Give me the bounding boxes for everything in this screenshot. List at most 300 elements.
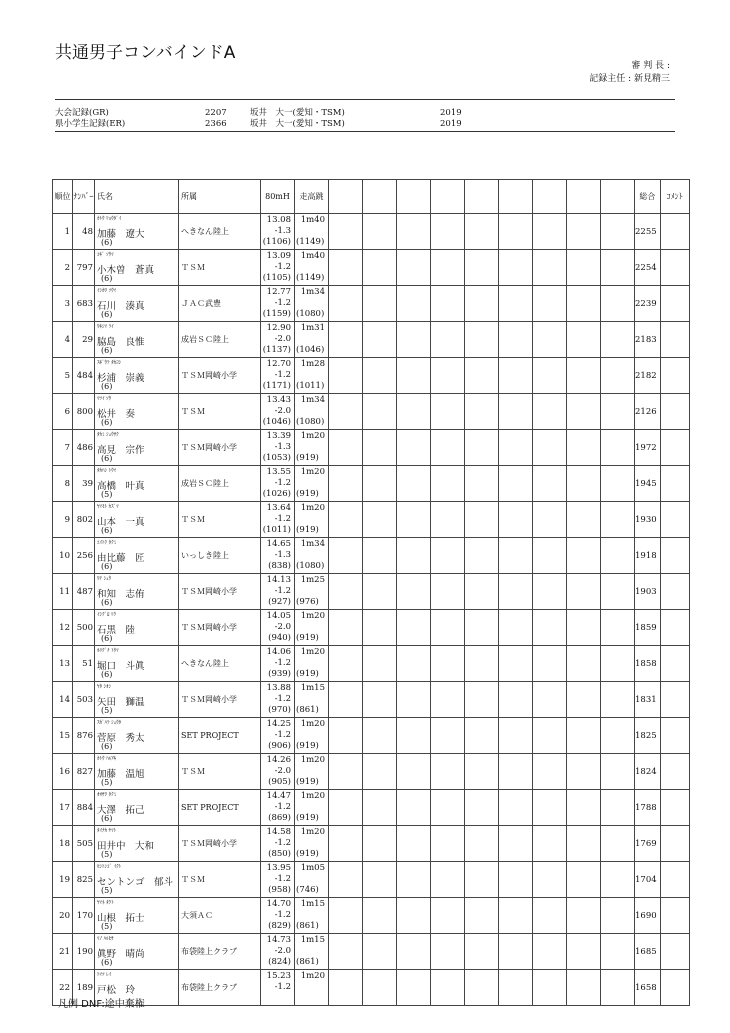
highjump-mark: 1m34: [300, 395, 325, 405]
empty-cell: [533, 682, 567, 718]
highjump-points: (919): [296, 453, 319, 463]
bib-cell: 48: [73, 214, 95, 250]
header-empty: [465, 180, 499, 214]
total-cell: 1824: [635, 754, 661, 790]
bib-cell: 802: [73, 502, 95, 538]
empty-cell: [567, 250, 601, 286]
athlete-name: 石黒 陸: [97, 625, 136, 636]
total-cell: 2239: [635, 286, 661, 322]
empty-cell: [533, 250, 567, 286]
empty-cell: [431, 214, 465, 250]
highjump-cell: [295, 646, 329, 682]
hurdles-time: 13.09: [266, 251, 291, 261]
empty-cell: [431, 286, 465, 322]
hurdles-wind: -1.3: [274, 442, 291, 452]
empty-cell: [499, 322, 533, 358]
empty-cell: [465, 682, 499, 718]
team-cell: SET PROJECT: [179, 790, 261, 826]
empty-cell: [397, 250, 431, 286]
empty-cell: [465, 538, 499, 574]
empty-cell: [533, 394, 567, 430]
hurdles-cell: [261, 394, 295, 430]
empty-cell: [397, 502, 431, 538]
athlete-name: 杉浦 崇義: [97, 373, 145, 384]
hurdles-wind: -1.2: [274, 262, 291, 272]
athlete-grade: (6): [101, 238, 113, 247]
empty-cell: [567, 718, 601, 754]
comment-cell: [660, 862, 689, 898]
athlete-name: 眞野 晴尚: [97, 949, 145, 960]
hurdles-points: (838): [268, 561, 291, 571]
empty-cell: [533, 646, 567, 682]
page-title: 共通男子コンバインドA: [55, 43, 236, 63]
hurdles-cell: [261, 790, 295, 826]
athlete-name: 高橋 叶真: [97, 481, 145, 492]
empty-cell: [601, 466, 635, 502]
bib-cell: 505: [73, 826, 95, 862]
empty-cell: [533, 502, 567, 538]
empty-cell: [329, 970, 363, 1006]
empty-cell: [397, 718, 431, 754]
empty-cell: [533, 610, 567, 646]
hurdles-cell: [261, 754, 295, 790]
empty-cell: [363, 466, 397, 502]
hurdles-points: (1046): [262, 417, 291, 427]
highjump-cell: [295, 754, 329, 790]
empty-cell: [431, 250, 465, 286]
empty-cell: [499, 466, 533, 502]
team-cell: ＴＳＭ岡崎小学: [179, 610, 261, 646]
team-cell: ＴＳＭ: [179, 394, 261, 430]
team-cell: 成岩ＳＣ陸上: [179, 466, 261, 502]
table-row: [53, 862, 690, 898]
name-kana: ｽｶﾞﾊﾗ ｼｭｳﾀ: [97, 720, 122, 726]
empty-cell: [567, 214, 601, 250]
total-cell: 1704: [635, 862, 661, 898]
empty-cell: [363, 214, 397, 250]
hurdles-cell: [261, 934, 295, 970]
highjump-points: (919): [296, 813, 319, 823]
total-cell: 1690: [635, 898, 661, 934]
comment-cell: [660, 790, 689, 826]
empty-cell: [431, 502, 465, 538]
athlete-grade: (6): [101, 526, 113, 535]
highjump-cell: [295, 394, 329, 430]
hurdles-wind: -2.0: [274, 766, 291, 776]
empty-cell: [431, 430, 465, 466]
hurdles-points: (1171): [262, 381, 291, 391]
highjump-mark: 1m20: [300, 467, 325, 477]
empty-cell: [465, 286, 499, 322]
hurdles-points: (1105): [262, 273, 291, 283]
empty-cell: [431, 754, 465, 790]
empty-cell: [363, 790, 397, 826]
empty-cell: [431, 718, 465, 754]
total-cell: 1918: [635, 538, 661, 574]
empty-cell: [499, 790, 533, 826]
empty-cell: [499, 250, 533, 286]
record-holder: 坂井 大一(愛知・TSM): [250, 119, 345, 129]
hurdles-wind: -1.2: [274, 514, 291, 524]
header-empty: [431, 180, 465, 214]
highjump-points: (976): [296, 597, 319, 607]
athlete-grade: (5): [101, 850, 113, 859]
rank-cell: 16: [53, 754, 73, 790]
empty-cell: [567, 610, 601, 646]
total-cell: 1788: [635, 790, 661, 826]
highjump-points: (919): [296, 489, 319, 499]
rank-cell: 1: [53, 214, 73, 250]
name-kana: ｺｷﾞ ｿｳﾏ: [97, 252, 114, 258]
name-cell: [95, 754, 179, 790]
empty-cell: [397, 934, 431, 970]
empty-cell: [601, 502, 635, 538]
empty-cell: [465, 358, 499, 394]
empty-cell: [465, 250, 499, 286]
hurdles-points: (850): [268, 849, 291, 859]
total-cell: 1658: [635, 970, 661, 1006]
hurdles-cell: [261, 430, 295, 466]
athlete-name: 堀口 斗眞: [97, 661, 145, 672]
athlete-name: 山本 一真: [97, 517, 145, 528]
empty-cell: [465, 790, 499, 826]
record-row: [55, 108, 675, 119]
highjump-cell: [295, 430, 329, 466]
name-kana: ｲｼｶﾜ ｿｳﾏ: [97, 288, 117, 294]
empty-cell: [567, 286, 601, 322]
athlete-grade: (6): [101, 274, 113, 283]
table-row: [53, 718, 690, 754]
record-holder: 坂井 大一(愛知・TSM): [250, 108, 345, 118]
empty-cell: [363, 286, 397, 322]
empty-cell: [397, 322, 431, 358]
empty-cell: [465, 718, 499, 754]
bib-cell: 503: [73, 682, 95, 718]
empty-cell: [601, 898, 635, 934]
empty-cell: [533, 574, 567, 610]
highjump-cell: [295, 826, 329, 862]
team-cell: ＴＳＭ岡崎小学: [179, 574, 261, 610]
hurdles-wind: -1.3: [274, 550, 291, 560]
empty-cell: [499, 394, 533, 430]
record-year: 2019: [440, 119, 462, 129]
hurdles-wind: -1.2: [274, 838, 291, 848]
empty-cell: [431, 394, 465, 430]
empty-cell: [363, 718, 397, 754]
highjump-mark: 1m34: [300, 287, 325, 297]
empty-cell: [397, 826, 431, 862]
empty-cell: [499, 502, 533, 538]
highjump-points: (919): [296, 777, 319, 787]
empty-cell: [567, 862, 601, 898]
empty-cell: [533, 430, 567, 466]
hurdles-wind: -1.2: [274, 874, 291, 884]
header-hurdles: 80mH: [261, 180, 295, 214]
empty-cell: [533, 214, 567, 250]
name-cell: [95, 250, 179, 286]
highjump-mark: 1m20: [300, 971, 325, 981]
total-cell: 2126: [635, 394, 661, 430]
comment-cell: [660, 502, 689, 538]
highjump-cell: [295, 322, 329, 358]
name-kana: ﾔﾀ ｼｵﾝ: [97, 684, 112, 690]
results-body: [53, 214, 690, 1006]
empty-cell: [329, 646, 363, 682]
empty-cell: [329, 826, 363, 862]
empty-cell: [465, 430, 499, 466]
rank-cell: 20: [53, 898, 73, 934]
highjump-points: (1149): [296, 237, 325, 247]
hurdles-time: 13.08: [266, 215, 291, 225]
empty-cell: [329, 790, 363, 826]
empty-cell: [533, 718, 567, 754]
hurdles-time: 14.47: [266, 791, 291, 801]
hurdles-time: 14.26: [266, 755, 291, 765]
total-cell: 1972: [635, 430, 661, 466]
records-block: [55, 108, 675, 130]
empty-cell: [499, 826, 533, 862]
comment-cell: [660, 610, 689, 646]
highjump-points: (861): [296, 957, 319, 967]
empty-cell: [533, 934, 567, 970]
header-bib: ﾅﾝﾊﾞｰ: [73, 180, 95, 214]
name-kana: ﾏﾉ ﾊﾙﾋｻ: [97, 936, 114, 942]
hurdles-time: 13.64: [266, 503, 291, 513]
empty-cell: [397, 574, 431, 610]
empty-cell: [567, 682, 601, 718]
empty-cell: [533, 862, 567, 898]
empty-cell: [431, 790, 465, 826]
bib-cell: 256: [73, 538, 95, 574]
empty-cell: [397, 466, 431, 502]
empty-cell: [533, 322, 567, 358]
empty-cell: [499, 430, 533, 466]
comment-cell: [660, 322, 689, 358]
empty-cell: [431, 322, 465, 358]
hurdles-wind: -2.0: [274, 334, 291, 344]
bib-cell: 51: [73, 646, 95, 682]
empty-cell: [499, 358, 533, 394]
empty-cell: [567, 646, 601, 682]
hurdles-points: (1159): [262, 309, 291, 319]
bib-cell: 800: [73, 394, 95, 430]
comment-cell: [660, 718, 689, 754]
empty-cell: [363, 862, 397, 898]
header-empty: [601, 180, 635, 214]
hurdles-time: 15.23: [266, 971, 291, 981]
referee-label: 審 判 長 :: [631, 61, 670, 71]
empty-cell: [397, 358, 431, 394]
athlete-name: 加藤 遼大: [97, 229, 145, 240]
team-cell: 布袋陸上クラブ: [179, 970, 261, 1006]
empty-cell: [567, 430, 601, 466]
name-kana: ﾜｷｼﾏ ﾗｲ: [97, 324, 114, 330]
header-highjump: 走高跳: [295, 180, 329, 214]
comment-cell: [660, 934, 689, 970]
empty-cell: [329, 610, 363, 646]
hurdles-time: 13.88: [266, 683, 291, 693]
hurdles-points: (940): [268, 633, 291, 643]
empty-cell: [329, 286, 363, 322]
empty-cell: [465, 322, 499, 358]
name-cell: [95, 610, 179, 646]
athlete-name: 山根 拓士: [97, 913, 145, 924]
empty-cell: [329, 718, 363, 754]
header-row: [53, 180, 690, 214]
hurdles-cell: [261, 250, 295, 286]
highjump-points: (861): [296, 705, 319, 715]
empty-cell: [533, 826, 567, 862]
empty-cell: [533, 358, 567, 394]
empty-cell: [499, 538, 533, 574]
hurdles-time: 14.13: [266, 575, 291, 585]
team-cell: ＴＳＭ岡崎小学: [179, 682, 261, 718]
name-cell: [95, 394, 179, 430]
highjump-mark: 1m20: [300, 503, 325, 513]
hurdles-points: (1026): [262, 489, 291, 499]
empty-cell: [499, 286, 533, 322]
name-cell: [95, 862, 179, 898]
empty-cell: [363, 538, 397, 574]
empty-cell: [533, 286, 567, 322]
empty-cell: [465, 754, 499, 790]
name-kana: ﾀｶﾐ ｼｭｳｻｸ: [97, 432, 119, 438]
name-kana: ﾔﾏﾓﾄ ｶｽﾞﾏ: [97, 504, 119, 510]
hurdles-time: 13.95: [266, 863, 291, 873]
empty-cell: [363, 934, 397, 970]
bib-cell: 884: [73, 790, 95, 826]
empty-cell: [533, 754, 567, 790]
empty-cell: [567, 970, 601, 1006]
bib-cell: 39: [73, 466, 95, 502]
hurdles-cell: [261, 538, 295, 574]
empty-cell: [533, 790, 567, 826]
empty-cell: [397, 646, 431, 682]
highjump-mark: 1m20: [300, 755, 325, 765]
comment-cell: [660, 898, 689, 934]
highjump-cell: [295, 214, 329, 250]
divider: [55, 131, 675, 132]
highjump-points: (1046): [296, 345, 325, 355]
name-kana: ﾀｶﾊｼ ﾄｳﾏ: [97, 468, 117, 474]
empty-cell: [397, 394, 431, 430]
highjump-points: (1149): [296, 273, 325, 283]
record-points: 2366: [205, 119, 227, 129]
hurdles-points: (1053): [262, 453, 291, 463]
hurdles-points: (906): [268, 741, 291, 751]
empty-cell: [431, 358, 465, 394]
empty-cell: [465, 862, 499, 898]
highjump-points: (746): [296, 885, 319, 895]
athlete-grade: (6): [101, 310, 113, 319]
empty-cell: [533, 970, 567, 1006]
empty-cell: [363, 646, 397, 682]
empty-cell: [601, 718, 635, 754]
empty-cell: [601, 286, 635, 322]
record-label: 県小学生記録(ER): [55, 119, 126, 129]
name-kana: ﾀｲﾅｶ ﾔﾏﾄ: [97, 828, 117, 834]
comment-cell: [660, 214, 689, 250]
table-row: [53, 502, 690, 538]
hurdles-time: 14.05: [266, 611, 291, 621]
name-cell: [95, 538, 179, 574]
empty-cell: [329, 466, 363, 502]
empty-cell: [465, 502, 499, 538]
athlete-name: 菅原 秀太: [97, 733, 145, 744]
empty-cell: [601, 538, 635, 574]
athlete-name: 大澤 拓己: [97, 805, 145, 816]
hurdles-wind: -1.2: [274, 802, 291, 812]
comment-cell: [660, 394, 689, 430]
empty-cell: [329, 898, 363, 934]
highjump-points: (1080): [296, 561, 325, 571]
bib-cell: 827: [73, 754, 95, 790]
highjump-cell: [295, 970, 329, 1006]
athlete-grade: (6): [101, 418, 113, 427]
highjump-cell: [295, 862, 329, 898]
empty-cell: [533, 538, 567, 574]
empty-cell: [601, 358, 635, 394]
empty-cell: [567, 898, 601, 934]
comment-cell: [660, 646, 689, 682]
empty-cell: [363, 394, 397, 430]
empty-cell: [363, 430, 397, 466]
name-kana: ｽｷﾞｳﾗ ﾀｶﾖｼ: [97, 360, 122, 366]
highjump-cell: [295, 898, 329, 934]
athlete-name: 石川 湊真: [97, 301, 145, 312]
hurdles-cell: [261, 862, 295, 898]
record-label: 大会記録(GR): [55, 108, 109, 118]
empty-cell: [601, 574, 635, 610]
header-rank: 順位: [53, 180, 73, 214]
empty-cell: [329, 502, 363, 538]
hurdles-points: (1137): [262, 345, 291, 355]
athlete-grade: (5): [101, 778, 113, 787]
bib-cell: 487: [73, 574, 95, 610]
empty-cell: [601, 862, 635, 898]
empty-cell: [397, 610, 431, 646]
highjump-points: (919): [296, 741, 319, 751]
empty-cell: [567, 826, 601, 862]
team-cell: 布袋陸上クラブ: [179, 934, 261, 970]
empty-cell: [465, 898, 499, 934]
athlete-grade: (6): [101, 634, 113, 643]
athlete-name: 矢田 獅温: [97, 697, 145, 708]
empty-cell: [363, 754, 397, 790]
athlete-name: 加藤 温旭: [97, 769, 145, 780]
total-cell: 1903: [635, 574, 661, 610]
name-cell: [95, 646, 179, 682]
empty-cell: [363, 502, 397, 538]
hurdles-wind: -1.2: [274, 910, 291, 920]
empty-cell: [601, 754, 635, 790]
team-cell: ＴＳＭ: [179, 862, 261, 898]
team-cell: ＴＳＭ岡崎小学: [179, 358, 261, 394]
empty-cell: [397, 970, 431, 1006]
rank-cell: 11: [53, 574, 73, 610]
rank-cell: 17: [53, 790, 73, 826]
name-cell: [95, 718, 179, 754]
highjump-mark: 1m15: [300, 683, 325, 693]
highjump-mark: 1m05: [300, 863, 325, 873]
bib-cell: 683: [73, 286, 95, 322]
header-empty: [363, 180, 397, 214]
highjump-points: (1080): [296, 309, 325, 319]
header-total: 総合: [635, 180, 661, 214]
team-cell: 大須ＡＣ: [179, 898, 261, 934]
bib-cell: 486: [73, 430, 95, 466]
rank-cell: 22: [53, 970, 73, 1006]
